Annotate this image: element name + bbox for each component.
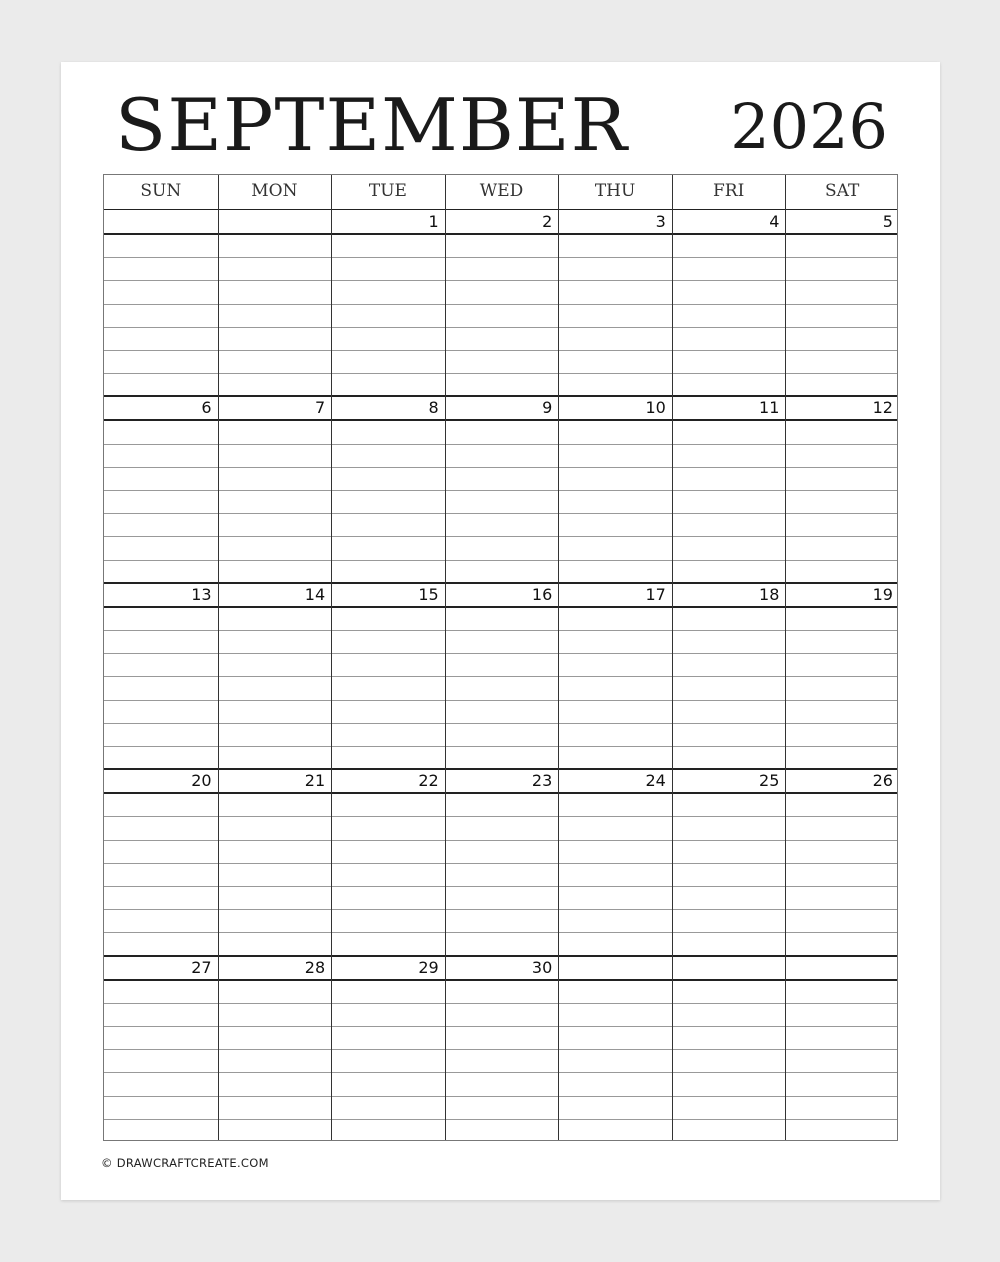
day-number: 1 [428, 212, 439, 231]
copyright-footer: © DRAWCRAFTCREATE.COM [101, 1156, 269, 1170]
day-number: 13 [191, 584, 212, 604]
note-line [104, 373, 897, 374]
day-number: 14 [304, 584, 326, 604]
column-divider [331, 175, 332, 1140]
column-divider [558, 175, 559, 1140]
year-title: 2026 [730, 90, 888, 163]
weekday-header: FRI [712, 181, 745, 201]
day-number: 11 [759, 398, 780, 418]
day-number: 9 [542, 398, 553, 418]
note-line [104, 280, 897, 281]
note-line [104, 1072, 897, 1073]
day-number: 3 [655, 212, 666, 231]
note-line [104, 653, 897, 654]
day-number: 27 [191, 957, 212, 977]
day-number: 7 [314, 398, 326, 418]
note-line [104, 513, 897, 514]
day-number: 23 [531, 771, 553, 791]
day-number: 8 [428, 398, 439, 418]
day-number: 15 [418, 584, 439, 604]
weekday-header: MON [251, 181, 298, 201]
note-line [104, 560, 897, 561]
column-divider [672, 175, 673, 1140]
note-line [104, 1003, 897, 1004]
note-line [104, 327, 897, 328]
column-divider [445, 175, 446, 1140]
day-number: 16 [531, 584, 553, 604]
day-number: 10 [645, 398, 666, 418]
note-line [104, 1026, 897, 1027]
day-number: 22 [418, 771, 439, 791]
day-number: 17 [645, 584, 666, 604]
note-line [104, 932, 897, 933]
date-row-divider [104, 792, 897, 794]
column-divider [218, 175, 219, 1140]
note-line [104, 886, 897, 887]
date-row-divider [104, 419, 897, 421]
column-divider [785, 175, 786, 1140]
day-number: 18 [759, 584, 780, 604]
weekday-header: SUN [140, 181, 182, 201]
weekday-header: TUE [368, 181, 407, 201]
day-number: 28 [304, 957, 326, 977]
day-number: 29 [418, 957, 439, 977]
date-row-divider [104, 606, 897, 608]
date-row-divider [104, 233, 897, 235]
note-line [104, 490, 897, 491]
note-line [104, 630, 897, 631]
weekday-header: SAT [825, 181, 860, 201]
note-line [104, 350, 897, 351]
day-number: 26 [872, 771, 893, 791]
note-line [104, 536, 897, 537]
note-line [104, 304, 897, 305]
note-line [104, 909, 897, 910]
note-line [104, 676, 897, 677]
day-number: 25 [759, 771, 780, 791]
weekday-header: THU [594, 181, 636, 201]
note-line [104, 746, 897, 747]
day-number: 6 [201, 398, 212, 418]
note-line [104, 1096, 897, 1097]
note-line [104, 444, 897, 445]
note-line [104, 700, 897, 701]
note-line [104, 840, 897, 841]
day-number: 5 [882, 212, 893, 231]
day-number: 12 [872, 398, 893, 418]
weekday-header: WED [479, 181, 524, 201]
note-line [104, 816, 897, 817]
day-number: 2 [542, 212, 553, 231]
note-line [104, 257, 897, 258]
note-line [104, 467, 897, 468]
date-row-divider [104, 979, 897, 981]
day-number: 19 [872, 584, 893, 604]
calendar-grid [103, 174, 898, 1141]
day-number: 20 [191, 771, 212, 791]
day-number: 24 [645, 771, 666, 791]
day-number: 21 [304, 771, 326, 791]
note-line [104, 1119, 897, 1120]
note-line [104, 1049, 897, 1050]
day-number: 30 [531, 957, 553, 977]
note-line [104, 723, 897, 724]
month-title: SEPTEMBER [115, 83, 629, 167]
day-number: 4 [769, 212, 780, 231]
note-line [104, 863, 897, 864]
